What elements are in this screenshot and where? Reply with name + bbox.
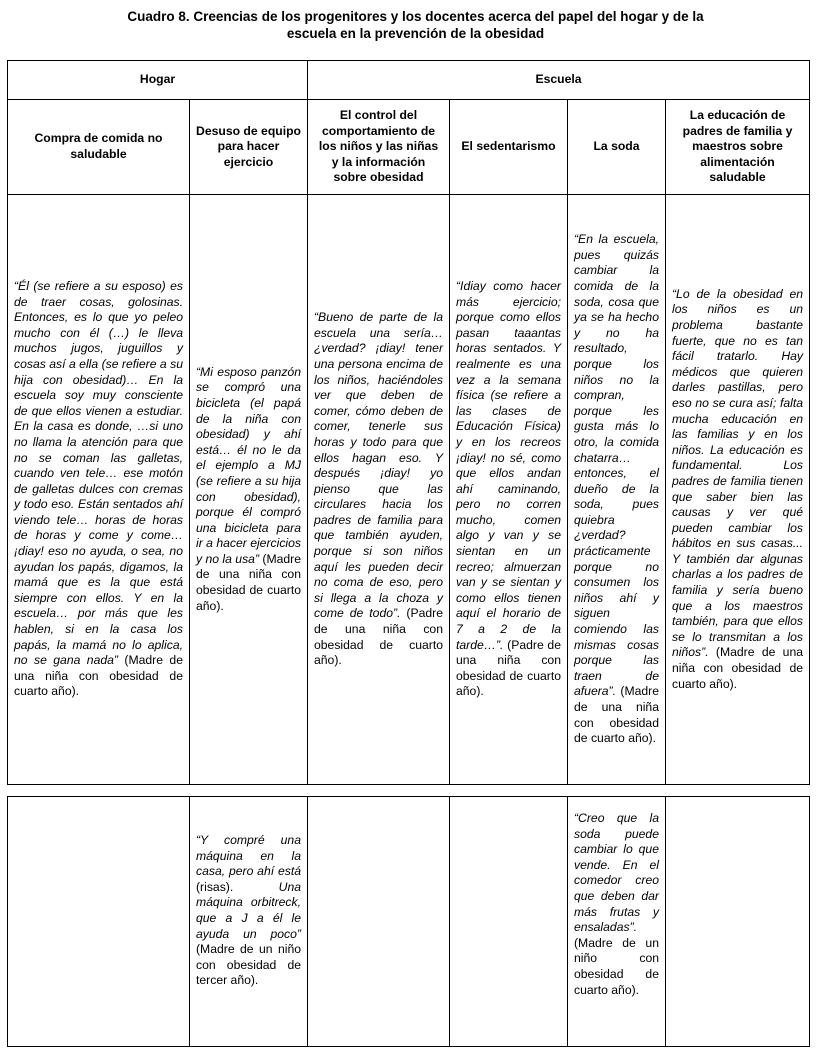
table-row — [8, 195, 810, 785]
table-row — [8, 797, 810, 1047]
quote-text: “Y compré una máquina en la casa, pero ahí está — [196, 833, 301, 879]
column-header: El sedentarismo — [450, 100, 568, 195]
quote-cell — [308, 195, 450, 785]
quote-source: (Madre de una niña con obesidad de cuarto año). — [14, 653, 183, 699]
quote-text: “En la escuela, pues quizás cambiar la comida de la soda, cosa que ya se ha hecho y no ha resultado, porque los niños no la compran, porque les gusta más lo otro, la comida chatarra… entonces, el dueño de la soda, pues quiebra ¿verdad? prácticamente porque no consumen los niños ahí y siguen comiendo las mismas cosas porque las traen de afuera”. — [574, 232, 659, 699]
quote-source: (Madre de un niño con obesidad de cuarto año). — [574, 935, 659, 997]
group-header-hogar: Hogar — [8, 61, 308, 100]
quote-text: “Creo que la soda puede cambiar lo que vende. En el comedor creo que deben dar más frutas y ensaladas”. — [574, 811, 659, 935]
quote-cell — [450, 195, 568, 785]
quote-cell — [190, 797, 308, 1047]
quote-source: (Madre de una niña con obesidad de cuarto año). — [196, 551, 302, 613]
empty-cell — [666, 797, 810, 1047]
quote-text: “Lo de la obesidad en los niños es un problema bastante fuerte, que no es tan fácil tratarlo. Hay médicos que quieren darles pastillas, pero eso no se cura así; falta mucha educación en las familias y en los niños. La educación es fundamental. Los padres de familia tienen que saber bien las causas y ver qué pueden cambiar los hábitos en sus casas... Y también dar algunas charlas a los padres de familia y sería bueno que a los maestros también, para que ellos se lo transmitan a los niños”. — [672, 286, 804, 660]
quote-text: “Idiay como hacer más ejercicio; porque como ellos pasan taaantas horas sentados. Y realmente es una vez a la semana física (se refiere a las clases de Educación Física) y en los recreos ¡diay! no sé, como que ellos andan ahí caminando, pero no corren mucho, comen algo y van y se sientan en un recreo; almuerzan van y se sientan y como ellos tienen aquí el horario de 7 a 2 de la tarde…”. — [456, 278, 561, 652]
column-header: El control del comportamiento de los niños y las niñas y la información sobre obesidad — [308, 100, 450, 195]
quote-cell — [190, 195, 308, 785]
quote-cell — [568, 797, 666, 1047]
column-header: La soda — [568, 100, 666, 195]
quote-source: (Padre de una niña con obesidad de cuarto año). — [456, 637, 561, 699]
table-title-line-1: Cuadro 8. Creencias de los progenitores y los docentes acerca del papel del hogar y de la — [127, 9, 704, 24]
quote-cell — [568, 195, 666, 785]
quote-source: (Madre de una niña con obesidad de cuarto año). — [574, 684, 659, 746]
quote-source: (Madre de una niña con obesidad de cuarto año). — [672, 645, 804, 691]
column-header: Desuso de equipo para hacer ejercicio — [190, 100, 308, 195]
empty-cell — [450, 797, 568, 1047]
quote-text: “Mi esposo panzón se compró una bicicleta (el papá de la niña con obesidad) y ahí está… él no le da el ejemplo a MJ (se refiere a su hija con obesidad), porque él compró una bicicleta para ir a hacer ejercicios y no la usa” — [196, 364, 301, 566]
column-header: Compra de comida no saludable — [8, 100, 190, 195]
quote-cell — [8, 195, 190, 785]
empty-cell — [308, 797, 450, 1047]
table-title — [0, 8, 831, 42]
quote-text: “Bueno de parte de la escuela una sería… ¿verdad? ¡diay! tener una persona encima de los niños, haciéndoles ver que deben de comer, cómo deben de comer, tenerle sus horas y todo para que ellos hagan eso. Y después ¡diay! yo pienso que las circulares hacia los padres de familia para que también ayuden, porque si son niños aquí les pueden decir no coma de eso, pero si llega a la choza y come de todo”. — [314, 310, 443, 621]
quote-source: (Madre de un niño con obesidad de tercer año). — [196, 942, 301, 988]
quote-text: Una máquina orbitreck, que a J a él le ayuda un poco” — [196, 879, 301, 941]
group-header-escuela: Escuela — [308, 61, 810, 100]
quote-text: “Él (se refiere a su esposo) es de traer cosas, golosinas. Entonces, es lo que yo peleo mucho con él (…) le lleva muchos jugos, juguillos y cosas así a ella (se refiere a su hija con obesidad)… En la escuela soy muy consciente de que ellos vienen a estudiar. En la casa es donde, …si uno no llama la atención para que no se coman las galletas, cuando ven tele… ese motón de galletas dulces con cremas y todo eso. Están sentados ahí viendo tele… horas de horas de horas y come y come… ¡diay! eso no ayuda, o sea, no ayudan los papás, digamos, la mamá que es la que está siempre con ellos. Y en la escuela… por más que les hablen, si en la casa los papás, la mamá no lo aplica, no se gana nada” — [14, 278, 183, 668]
empty-cell — [8, 797, 190, 1047]
quote-source: (Padre de una niña con obesidad de cuarto año). — [314, 606, 443, 668]
quote-cell — [666, 195, 810, 785]
column-header: La educación de padres de familia y maestros sobre alimentación saludable — [666, 100, 810, 195]
quote-aside: (risas). — [196, 879, 279, 894]
beliefs-table-continued — [7, 796, 810, 1047]
table-title-line-2: escuela en la prevención de la obesidad — [286, 26, 545, 41]
beliefs-table — [7, 60, 810, 785]
